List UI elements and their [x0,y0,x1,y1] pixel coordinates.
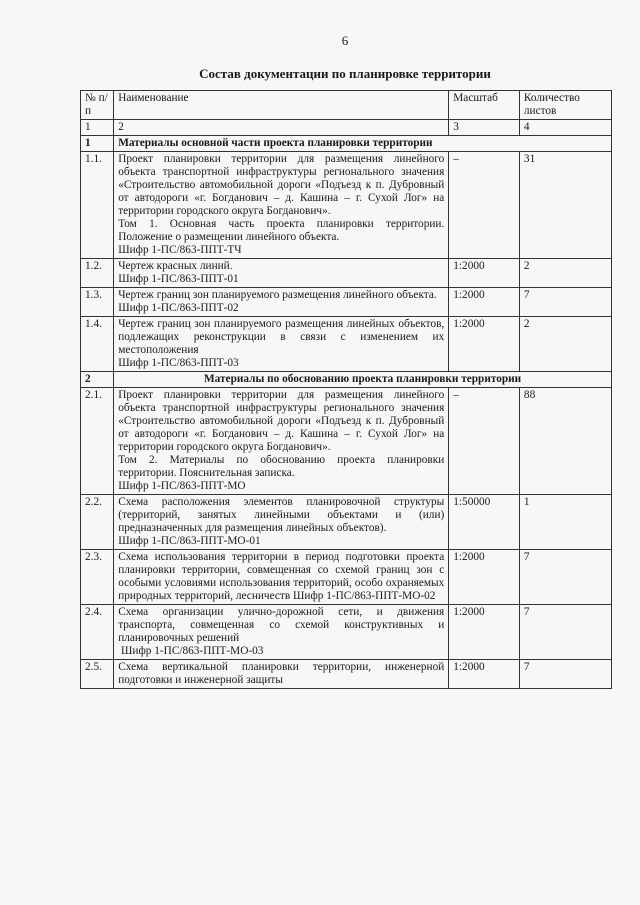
section-row-1 [81,136,612,152]
row-num: 2.2. [81,495,114,550]
table-row [81,388,612,495]
row-scale: – [449,388,520,495]
row-code: Шифр 1-ПС/863-ППТ-МО-03 [118,645,264,657]
row-name [114,288,449,317]
row-num: 1.2. [81,259,114,288]
header-count: Количество листов [519,91,611,120]
row-name [114,660,449,689]
column-number: 4 [519,120,611,136]
section-row-2 [81,372,612,388]
row-name [114,495,449,550]
row-count: 88 [519,388,611,495]
row-name [114,388,449,495]
header-num: № п/п [81,91,114,120]
row-text: Схема расположения элементов планировочной структуры (территорий, занятых линейными объектами и (или) предназначенных для размещения линейных объектов). [118,496,445,534]
table-row [81,495,612,550]
row-code: Шифр 1-ПС/863-ППТ-01 [118,273,239,285]
row-text: Схема использования территории в период подготовки проекта планировки территории, совмещенная со схемой границ зон с особыми условиями использования территорий, особо охраняемых природных территорий, лесничеств Шифр 1-ПС/863-ППТ-МО-02 [118,551,445,602]
documentation-table [80,90,612,689]
table-row [81,605,612,660]
row-count: 1 [519,495,611,550]
row-scale: 1:50000 [449,495,520,550]
row-num: 1.1. [81,152,114,259]
table-row [81,660,612,689]
row-code: Шифр 1-ПС/863-ППТ-МО [118,480,246,492]
table-row [81,550,612,605]
table-row [81,317,612,372]
row-code: Шифр 1-ПС/863-ППТ-03 [118,357,239,369]
row-text: Схема организации улично-дорожной сети, и движения транспорта, совмещенная со схемой конструктивных и планировочных решений [118,606,445,644]
row-text-volume: Том 2. Материалы по обоснованию проекта планировки территории. Пояснительная записка. [118,454,445,479]
row-name [114,317,449,372]
row-name [114,550,449,605]
row-num: 2.4. [81,605,114,660]
row-scale: 1:2000 [449,605,520,660]
row-num: 1.4. [81,317,114,372]
row-scale: 1:2000 [449,550,520,605]
table-row [81,288,612,317]
row-name [114,605,449,660]
row-scale: 1:2000 [449,660,520,689]
row-text: Схема вертикальной планировки территории, инженерной подготовки и инженерной защиты [118,661,445,686]
row-code: Шифр 1-ПС/863-ППТ-ТЧ [118,244,242,256]
row-text: Чертеж границ зон планируемого размещения линейных объектов, подлежащих реконструкции в связи с изменением их местоположения [118,318,445,356]
row-count: 2 [519,317,611,372]
document-title: Состав документации по планировке территории [199,66,491,81]
row-scale: 1:2000 [449,259,520,288]
row-count: 7 [519,288,611,317]
row-num: 2.5. [81,660,114,689]
row-text: Проект планировки территории для размещения линейного объекта транспортной инфраструктуры регионального значения «Строительство автомобильной дороги «Подъезд к п. Дубровный от автодороги «г. Богданович – д. Кашина – г. Сухой Лог» на территории городского округа Богданович». [118,389,445,453]
row-scale: – [449,152,520,259]
column-number-row [81,120,612,136]
row-name [114,259,449,288]
table-row [81,152,612,259]
row-code: Шифр 1-ПС/863-ППТ-02 [118,302,239,314]
table-header-row [81,91,612,120]
page-number: 6 [341,33,349,48]
section-num: 2 [81,372,114,388]
row-text: Чертеж границ зон планируемого размещения линейного объекта. [118,289,437,301]
section-num: 1 [81,136,114,152]
column-number: 1 [81,120,114,136]
header-scale: Масштаб [449,91,520,120]
row-num: 1.3. [81,288,114,317]
row-count: 2 [519,259,611,288]
row-text: Чертеж красных линий. [118,260,233,272]
row-scale: 1:2000 [449,317,520,372]
row-name [114,152,449,259]
row-count: 7 [519,660,611,689]
section-title: Материалы по обоснованию проекта планировки территории [114,372,612,388]
row-code: Шифр 1-ПС/863-ППТ-МО-01 [118,535,261,547]
row-text-volume: Том 1. Основная часть проекта планировки территории. Положение о размещении линейного объекта. [118,218,445,243]
row-scale: 1:2000 [449,288,520,317]
header-name: Наименование [114,91,449,120]
row-count: 31 [519,152,611,259]
section-title: Материалы основной части проекта планировки территории [114,136,612,152]
row-num: 2.3. [81,550,114,605]
table-row [81,259,612,288]
row-text: Проект планировки территории для размещения линейного объекта транспортной инфраструктуры регионального значения «Строительство автомобильной дороги «Подъезд к п. Дубровный от автодороги «г. Богданович – д. Кашина – г. Сухой Лог» на территории городского округа Богданович». [118,153,445,217]
row-count: 7 [519,605,611,660]
column-number: 2 [114,120,449,136]
row-num: 2.1. [81,388,114,495]
row-count: 7 [519,550,611,605]
column-number: 3 [449,120,520,136]
